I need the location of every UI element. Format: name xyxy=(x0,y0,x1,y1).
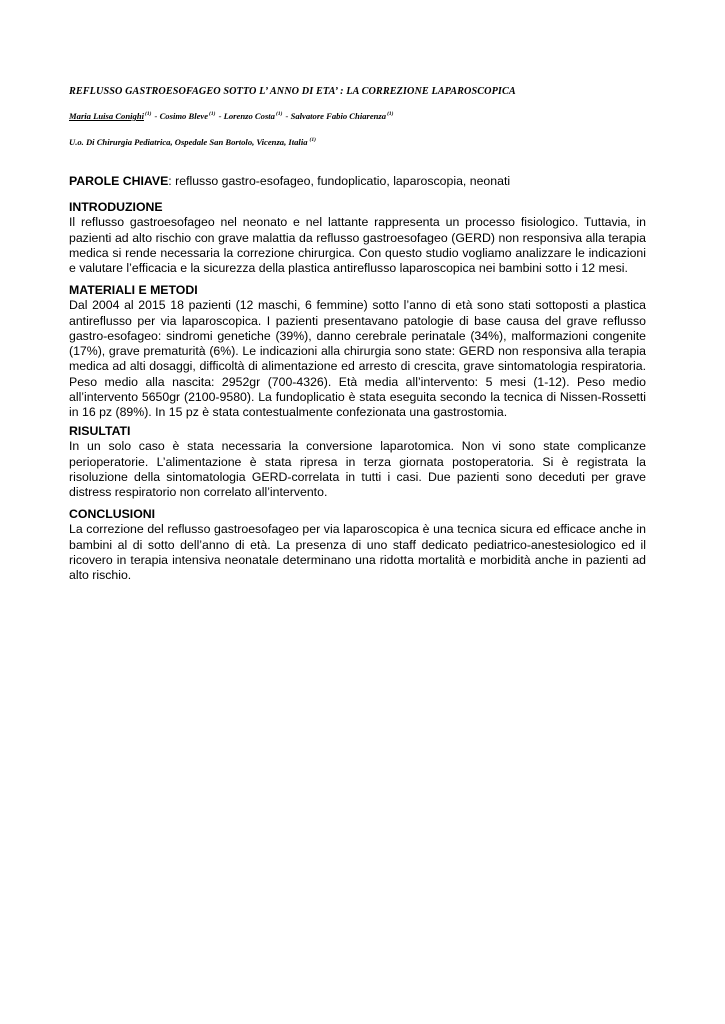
author-name: Cosimo Bleve xyxy=(159,111,209,121)
author-affiliation-mark: (1) xyxy=(144,111,152,117)
section-paragraph: Il reflusso gastroesofageo nel neonato e nel lattante rappresenta un processo fisiologico. Tuttavia, in pazienti ad alto rischio con grave malattia da reflusso gastroesofageo (GERD) non responsiva alla terapia medica si rende necessaria la correzione chirurgica. Con questo studio vogliamo analizzare le indicazioni e valutare l’efficacia e la sicurezza della plastica antireflusso laparoscopica nei bambini sotto i 12 mesi. xyxy=(69,215,646,276)
affiliation-mark: (1) xyxy=(309,137,316,143)
author-separator: - xyxy=(283,111,291,121)
section-results xyxy=(69,424,646,500)
section-heading: INTRODUZIONE xyxy=(69,200,163,214)
keywords-line xyxy=(69,174,646,189)
author-separator: - xyxy=(216,111,224,121)
affiliation-text: U.o. Di Chirurgia Pediatrica, Ospedale San Bortolo, Vicenza, Italia xyxy=(69,137,308,147)
author-affiliation-mark: (1) xyxy=(387,111,394,117)
affiliation xyxy=(69,137,316,147)
author-name: Lorenzo Costa xyxy=(223,111,275,121)
author-separator: - xyxy=(152,111,160,121)
section-methods xyxy=(69,283,646,421)
keywords-label: PAROLE CHIAVE xyxy=(69,174,169,188)
section-paragraph: In un solo caso è stata necessaria la conversione laparotomica. Non vi sono state complicanze perioperatorie. L’alimentazione è stata ripresa in terza giornata postoperatoria. Si è registrata la risoluzione della sintomatologia GERD-correlata in tutti i casi. Due pazienti sono deceduti per grave distress respiratorio non correlato all’intervento. xyxy=(69,439,646,500)
section-heading: RISULTATI xyxy=(69,424,131,438)
section-heading: CONCLUSIONI xyxy=(69,507,156,521)
section-paragraph: Dal 2004 al 2015 18 pazienti (12 maschi, 6 femmine) sotto l’anno di età sono stati sottoposti a plastica antireflusso per via laparoscopica. I pazienti presentavano patologie di base causa del grave reflusso gastro-esofageo: sindromi genetiche (39%), danno cerebrale perinatale (34%), malformazioni congenite (17%), grave prematurità (6%). Le indicazioni alla chirurgia sono state: GERD non responsiva alla terapia medica ad alti dosaggi, difficoltà di alimentazione ed arresto di crescita, grave sintomatologia respiratoria. Peso medio alla nascita: 2952gr (700-4326). Età media all’intervento: 5 mesi (1-12). Peso medio all’intervento 5650gr (2100-9580). La fundoplicatio è stata eseguita secondo la tecnica di Nissen-Rossetti in 16 pz (89%). In 15 pz è stata contestualmente confezionata una gastrostomia. xyxy=(69,298,646,420)
author-affiliation-mark: (1) xyxy=(275,111,283,117)
keywords-text: : reflusso gastro-esofageo, fundoplicatio, laparoscopia, neonati xyxy=(168,174,511,188)
paper-title: REFLUSSO GASTROESOFAGEO SOTTO L’ ANNO DI ETA’ : LA CORREZIONE LAPAROSCOPICA xyxy=(69,86,516,97)
author-list xyxy=(69,111,395,121)
section-conclusions xyxy=(69,507,646,583)
author-name: Salvatore Fabio Chiarenza xyxy=(290,111,387,121)
author-affiliation-mark: (1) xyxy=(209,111,216,117)
section-paragraph: La correzione del reflusso gastroesofageo per via laparoscopica è una tecnica sicura ed efficace anche in bambini al di sotto dell’anno di età. La presenza di uno staff dedicato pediatrico-anestesiologico ed il ricovero in terapia intensiva neonatale determinano una ridotta mortalità e morbidità anche in pazienti ad alto rischio. xyxy=(69,522,646,583)
section-heading: MATERIALI E METODI xyxy=(69,283,198,297)
author-name: Maria Luisa Conighi xyxy=(69,111,144,121)
section-introduction xyxy=(69,200,646,276)
